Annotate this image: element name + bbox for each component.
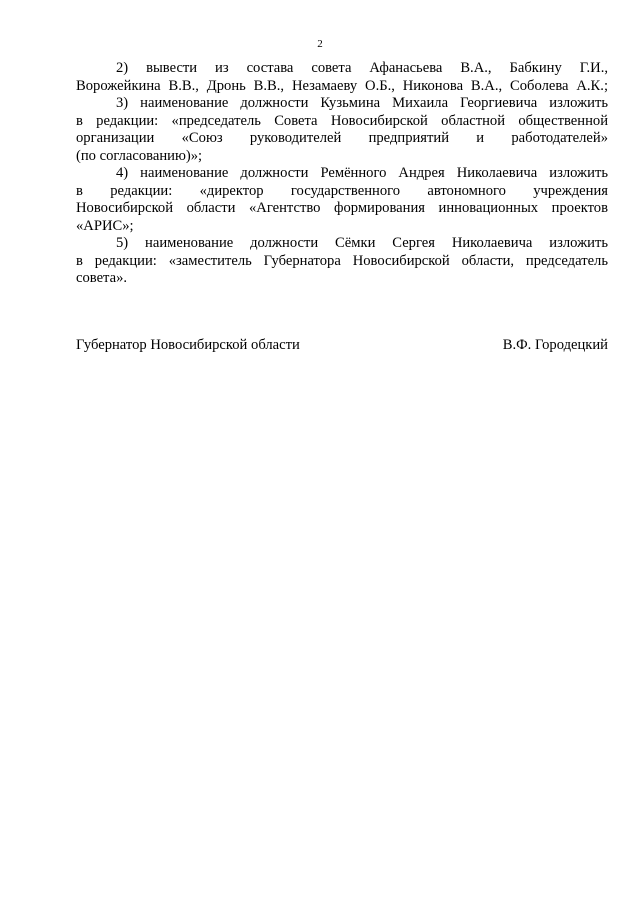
paragraph-5-line-2: в редакции: «заместитель Губернатора Новосибирской области, председатель: [76, 252, 608, 269]
paragraph-4-line-3: Новосибирской области «Агентство формирования инновационных проектов: [76, 200, 608, 216]
paragraph-2-line-2: Ворожейкина В.В., Дронь В.В., Незамаеву О.Б., Никонова В.А., Соболева А.К.;: [76, 77, 608, 94]
signatory-position: Губернатор Новосибирской области: [76, 337, 300, 353]
paragraph-5-line-3: совета».: [76, 270, 128, 286]
document-body: [76, 60, 608, 288]
page-number: 2: [317, 38, 323, 50]
paragraph-3-line-4: (по согласованию)»;: [76, 147, 203, 164]
paragraph-3-line-1: 3) наименование должности Кузьмина Михаила Георгиевича изложить: [116, 95, 608, 111]
paragraph-2-line-1: 2) вывести из состава совета Афанасьева В.А., Бабкину Г.И.,: [116, 60, 608, 76]
paragraph-4-line-2: в редакции: «директор государственного автономного учреждения: [76, 182, 608, 199]
paragraph-4-line-1: 4) наименование должности Ремённого Андрея Николаевича изложить: [116, 165, 608, 181]
signatory-name: В.Ф. Городецкий: [502, 337, 608, 353]
paragraph-5-line-1: 5) наименование должности Сёмки Сергея Николаевича изложить: [116, 235, 608, 251]
signature-block: [76, 337, 608, 355]
paragraph-3-line-3: организации «Союз руководителей предприятий и работодателей»: [76, 130, 608, 146]
paragraph-3-line-2: в редакции: «председатель Совета Новосибирской областной общественной: [76, 112, 608, 129]
paragraph-4-line-4: «АРИС»;: [76, 217, 134, 234]
